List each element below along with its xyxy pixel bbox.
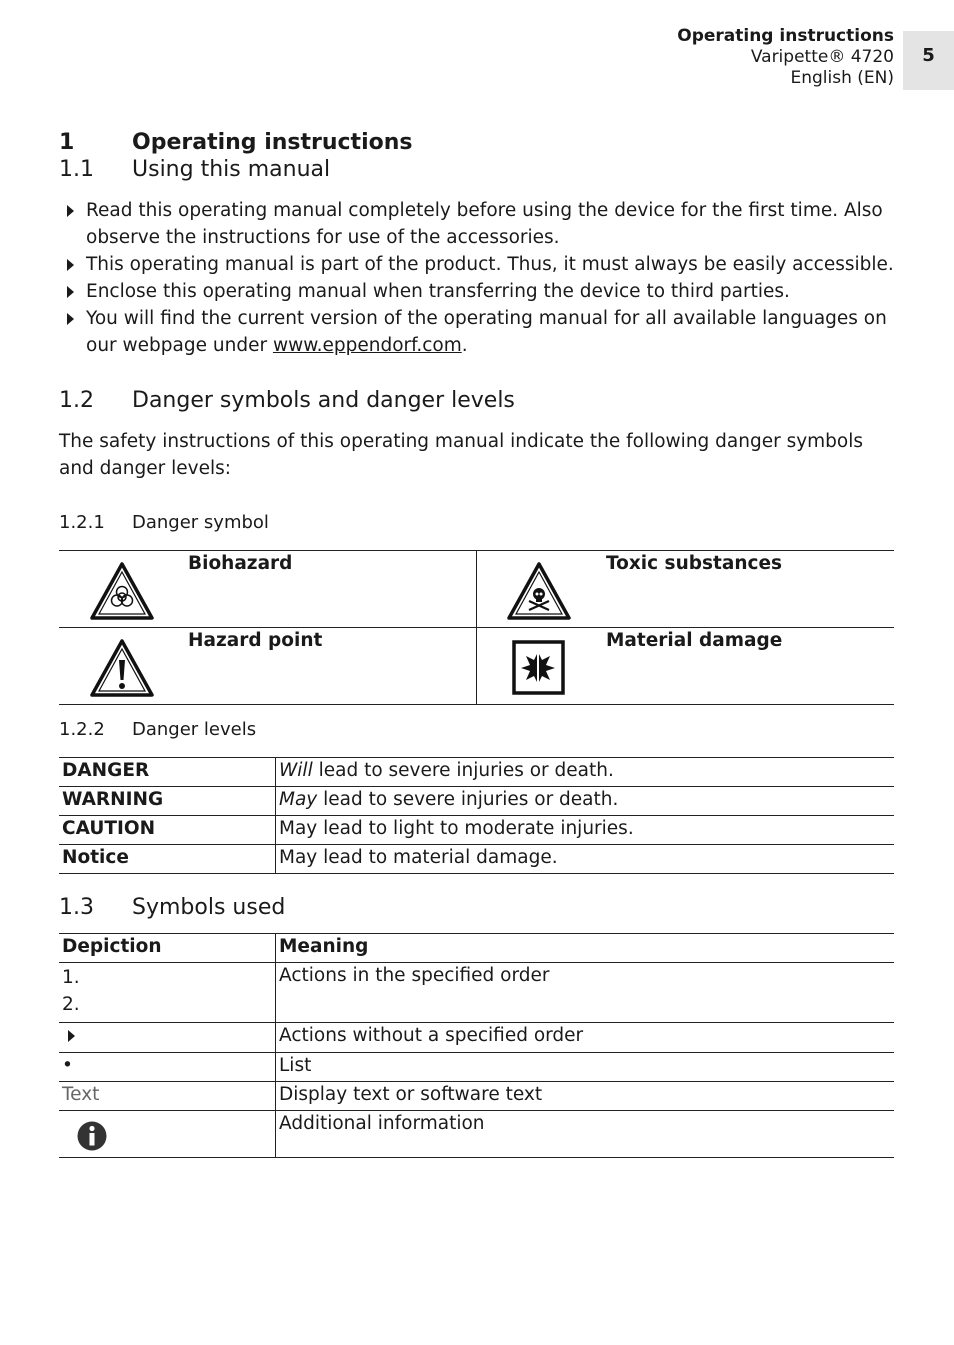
level-desc: May lead to material damage. [276, 845, 895, 874]
list-item: Enclose this operating manual when transferring the device to third parties. [59, 278, 899, 305]
table-row [59, 1023, 894, 1053]
header-language: English (EN) [790, 68, 894, 88]
table-row [59, 816, 894, 845]
heading-section-1-2-1: 1.2.1 Danger symbol [59, 512, 269, 533]
biohazard-icon [89, 561, 155, 621]
bullet-list [59, 197, 899, 359]
symbol-label: Biohazard [188, 553, 293, 574]
page-number: 5 [903, 31, 954, 90]
heading-section-1: 1 Operating instructions [59, 130, 413, 155]
header-title: Operating instructions [677, 26, 894, 46]
heading-section-1-3: 1.3 Symbols used [59, 895, 286, 920]
list-item: This operating manual is part of the product. Thus, it must always be easily accessible. [59, 251, 899, 278]
meaning-cell: Additional information [276, 1111, 895, 1158]
table-row [59, 758, 894, 787]
symbol-label: Toxic substances [606, 553, 783, 574]
depiction-ordered: 1. 2. [59, 963, 276, 1023]
info-icon [76, 1120, 108, 1152]
danger-levels-table [59, 757, 894, 874]
meaning-cell: Display text or software text [276, 1082, 895, 1111]
arrow-bullet-icon [67, 313, 74, 325]
symbol-material-damage [477, 628, 894, 704]
warning-exclamation-icon [89, 638, 155, 698]
level-desc: May lead to light to moderate injuries. [276, 816, 895, 845]
table-header-row [59, 934, 894, 963]
level-desc: Will lead to severe injuries or death. [276, 758, 895, 787]
depiction-info [59, 1111, 276, 1158]
table-row [59, 1111, 894, 1158]
symbol-label: Hazard point [188, 630, 323, 651]
level-desc: May lead to severe injuries or death. [276, 787, 895, 816]
danger-symbol-grid [59, 550, 894, 705]
column-header-depiction: Depiction [59, 934, 276, 963]
level-cell: CAUTION [59, 816, 276, 845]
depiction-text: Text [59, 1082, 276, 1111]
table-row [59, 1053, 894, 1082]
level-cell: DANGER [59, 758, 276, 787]
depiction-arrow [59, 1023, 276, 1053]
page-header [677, 26, 894, 89]
header-product: Varipette® 4720 [750, 47, 894, 67]
table-row [59, 963, 894, 1023]
heading-section-1-1: 1.1 Using this manual [59, 157, 331, 182]
list-item: You will find the current version of the operating manual for all available languages on our webpage under www.eppendorf.com. [59, 305, 899, 359]
symbol-label: Material damage [606, 630, 783, 651]
eppendorf-link[interactable]: www.eppendorf.com [272, 335, 462, 356]
arrow-bullet-icon [67, 259, 74, 271]
arrow-bullet-icon [67, 205, 74, 217]
depiction-list: • [59, 1053, 276, 1082]
table-row [59, 787, 894, 816]
symbol-toxic [477, 551, 894, 627]
table-row [59, 1082, 894, 1111]
column-header-meaning: Meaning [276, 934, 895, 963]
material-damage-icon [512, 640, 566, 696]
arrow-bullet-icon [68, 1030, 75, 1042]
arrow-bullet-icon [67, 286, 74, 298]
heading-section-1-2-2: 1.2.2 Danger levels [59, 719, 257, 740]
heading-section-1-2: 1.2 Danger symbols and danger levels [59, 388, 515, 413]
symbols-used-table [59, 933, 894, 1158]
meaning-cell: List [276, 1053, 895, 1082]
meaning-cell: Actions in the specified order [276, 963, 895, 1023]
meaning-cell: Actions without a specified order [276, 1023, 895, 1053]
symbol-biohazard [59, 551, 476, 627]
intro-paragraph: The safety instructions of this operating manual indicate the following danger symbols and danger levels: [59, 431, 864, 479]
list-item: Read this operating manual completely before using the device for the first time. Also observe the instructions for use of the accessories. [59, 197, 899, 251]
level-cell: Notice [59, 845, 276, 874]
skull-crossbones-icon [506, 561, 572, 621]
table-row [59, 845, 894, 874]
symbol-hazard-point [59, 628, 476, 704]
level-cell: WARNING [59, 787, 276, 816]
